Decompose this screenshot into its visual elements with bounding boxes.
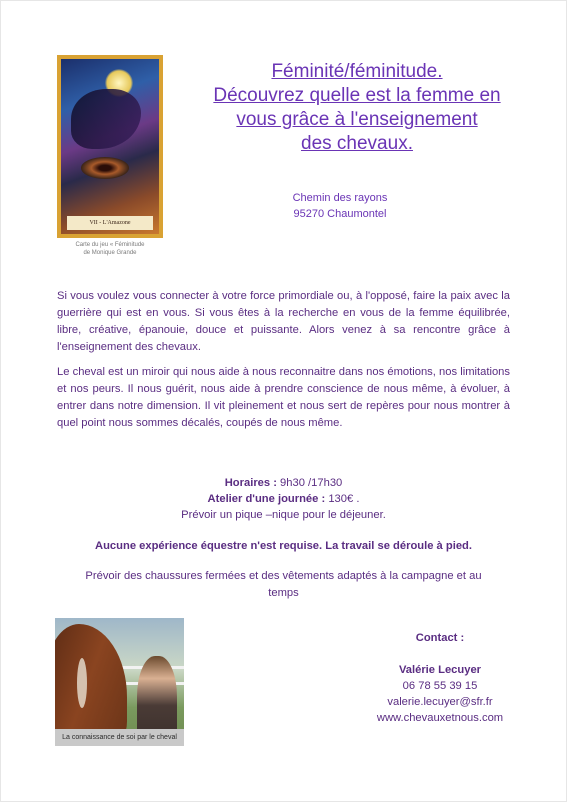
contact-email[interactable]: valerie.lecuyer@sfr.fr <box>387 696 493 708</box>
title-line3: vous grâce à l'enseignement <box>236 109 478 130</box>
contact-name: Valérie Lecuyer <box>398 664 482 676</box>
address-line2: 95270 Chaumontel <box>293 208 387 220</box>
hours-label: Horaires : <box>224 477 277 489</box>
photo-caption: La connaissance de soi par le cheval <box>55 729 184 746</box>
shoes-line1: Prévoir des chaussures fermées et des vêtements adaptés à la campagne et au <box>85 570 482 582</box>
contact-label: Contact : <box>415 632 465 644</box>
workshop-line <box>57 491 510 508</box>
workshop-value: 130€ . <box>325 493 360 505</box>
hours-line <box>57 475 510 492</box>
title-line4: des chevaux. <box>301 133 413 154</box>
horse-paragraph: Le cheval est un miroir qui nous aide à nous reconnaitre dans nos émotions, nos limitations et nos peurs. Il nous guérit, nous aide à prendre conscience de nous même, à évoluer, à entrer dans notre dimension. Il vit pleinement et nous sert de repères pour nous montrer à quel point nous sommes décalés, coupés de nous même. <box>57 366 510 429</box>
tarot-card-image <box>57 55 163 238</box>
picnic-line: Prévoir un pique –nique pour le déjeuner. <box>181 509 386 521</box>
contact-website[interactable]: www.chevauxetnous.com <box>376 712 504 724</box>
shoes-line <box>57 568 510 602</box>
hair-shape <box>71 89 141 149</box>
hours-value: 9h30 /17h30 <box>276 477 343 489</box>
card-credit-line1: Carte du jeu « Féminitude <box>75 242 145 248</box>
horse-blaze-shape <box>77 658 87 708</box>
shoes-line2: temps <box>268 587 299 599</box>
no-experience-line: Aucune expérience équestre n'est requise. La travail se déroule à pied. <box>95 540 472 552</box>
address-block <box>240 190 440 222</box>
intro-paragraph: Si vous voulez vous connecter à votre force primordiale ou, à l'opposé, faire la paix avec la guerrière qui est en vous. Si vous êtes à la recherche en vous de la femme équilibrée, libre, créative, épanouie, douce et puissante. Alors venez à sa rencontre grâce à l'enseignement des chevaux. <box>57 290 510 353</box>
card-credit-line2: de Monique Grande <box>83 250 137 256</box>
contact-phone: 06 78 55 39 15 <box>402 680 478 692</box>
workshop-label: Atelier d'une journée : <box>207 493 326 505</box>
page-title <box>182 60 532 156</box>
horse-eye-shape <box>81 157 129 179</box>
card-credit <box>60 241 160 257</box>
horse-woman-photo <box>55 618 184 746</box>
address-line1: Chemin des rayons <box>292 192 388 204</box>
title-line1: Féminité/féminitude. <box>271 61 443 82</box>
card-caption: VII - L'Amazone <box>67 216 153 230</box>
horse-shape <box>55 624 127 746</box>
title-line2: Découvrez quelle est la femme en <box>213 85 501 106</box>
